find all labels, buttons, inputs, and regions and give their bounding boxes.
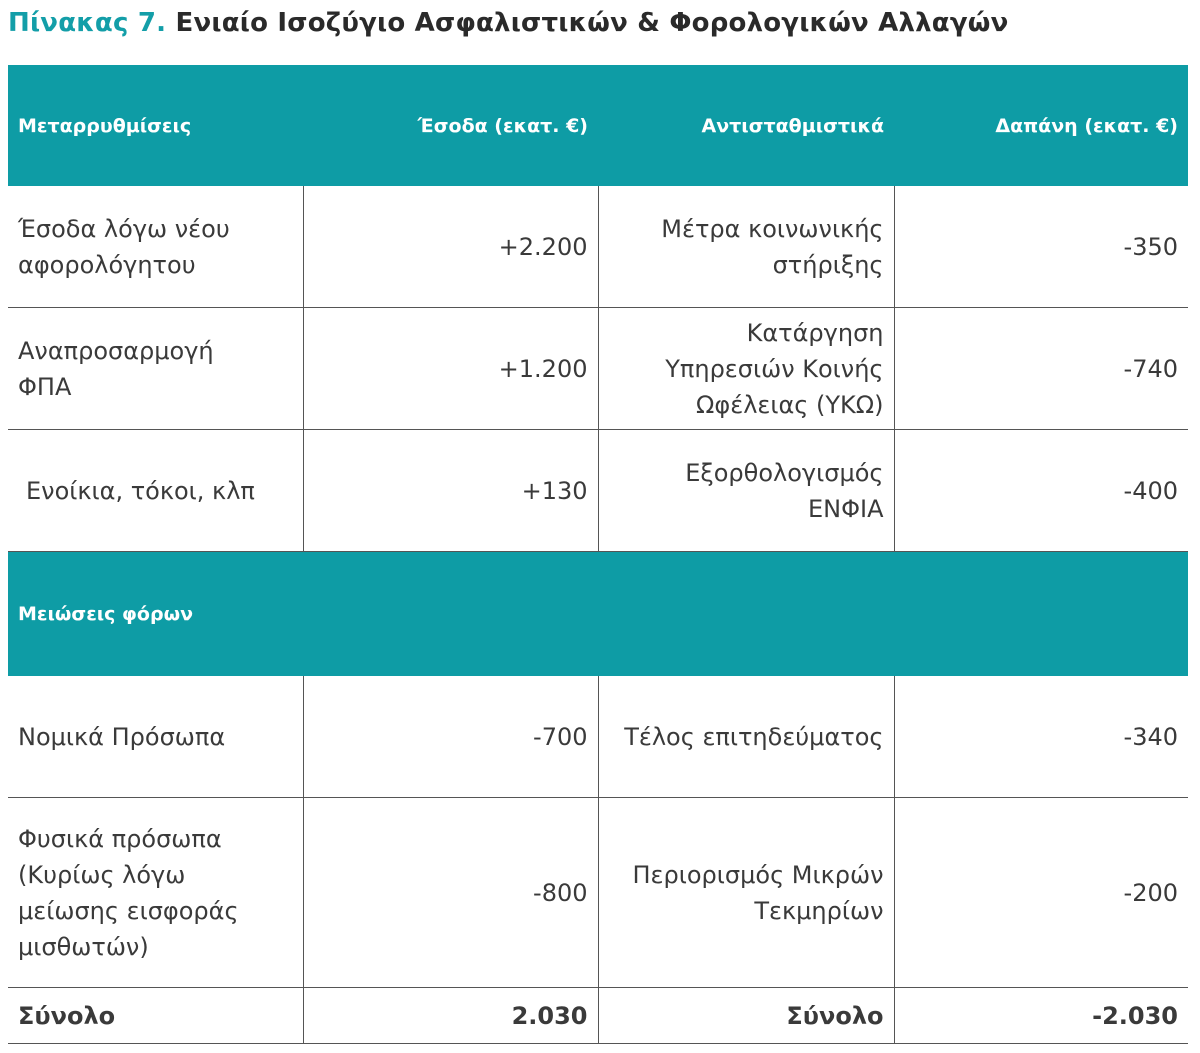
offset-cell: Μέτρα κοινωνικής στήριξης bbox=[598, 186, 894, 308]
expense-cell: -400 bbox=[894, 430, 1188, 552]
revenue-cell: +2.200 bbox=[303, 186, 598, 308]
table-number: Πίνακας 7. bbox=[8, 8, 167, 38]
header-expense: Δαπάνη (εκατ. €) bbox=[894, 65, 1188, 186]
expense-cell: -740 bbox=[894, 308, 1188, 430]
table-row bbox=[8, 308, 1188, 430]
table-row bbox=[8, 676, 1188, 798]
header-reforms: Μεταρρυθμίσεις bbox=[8, 65, 303, 186]
expense-cell: -350 bbox=[894, 186, 1188, 308]
section-title: Μειώσεις φόρων bbox=[8, 552, 1188, 677]
reform-cell: Ενοίκια, τόκοι, κλπ bbox=[8, 430, 303, 552]
table-row bbox=[8, 186, 1188, 308]
table-row bbox=[8, 430, 1188, 552]
table-title bbox=[8, 8, 1009, 38]
total-label-right: Σύνολο bbox=[598, 988, 894, 1044]
offset-cell: Εξορθολογισμός ΕΝΦΙΑ bbox=[598, 430, 894, 552]
header-revenue: Έσοδα (εκατ. €) bbox=[303, 65, 598, 186]
section-header-row bbox=[8, 552, 1188, 677]
table-row bbox=[8, 798, 1188, 988]
expense-cell: -340 bbox=[894, 676, 1188, 798]
revenue-cell: +1.200 bbox=[303, 308, 598, 430]
offset-cell: Τέλος επιτηδεύματος bbox=[598, 676, 894, 798]
reform-cell: Φυσικά πρόσωπα (Κυρίως λόγω μείωσης εισφοράς μισθωτών) bbox=[8, 798, 303, 988]
revenue-cell: -700 bbox=[303, 676, 598, 798]
total-row bbox=[8, 988, 1188, 1044]
reform-cell: Αναπροσαρμογή ΦΠΑ bbox=[8, 308, 303, 430]
total-expense: -2.030 bbox=[894, 988, 1188, 1044]
expense-cell: -200 bbox=[894, 798, 1188, 988]
offset-cell: Περιορισμός Μικρών Τεκμηρίων bbox=[598, 798, 894, 988]
revenue-cell: +130 bbox=[303, 430, 598, 552]
header-offsets: Αντισταθμιστικά bbox=[598, 65, 894, 186]
reform-cell: Νομικά Πρόσωπα bbox=[8, 676, 303, 798]
total-label-left: Σύνολο bbox=[8, 988, 303, 1044]
table-title-text: Ενιαίο Ισοζύγιο Ασφαλιστικών & Φορολογικών Αλλαγών bbox=[175, 8, 1009, 38]
total-revenue: 2.030 bbox=[303, 988, 598, 1044]
offset-cell: Κατάργηση Υπηρεσιών Κοινής Ωφέλειας (ΥΚΩ) bbox=[598, 308, 894, 430]
reform-cell: Έσοδα λόγω νέου αφορολόγητου bbox=[8, 186, 303, 308]
balance-table bbox=[8, 65, 1188, 1044]
table-header-row bbox=[8, 65, 1188, 186]
revenue-cell: -800 bbox=[303, 798, 598, 988]
